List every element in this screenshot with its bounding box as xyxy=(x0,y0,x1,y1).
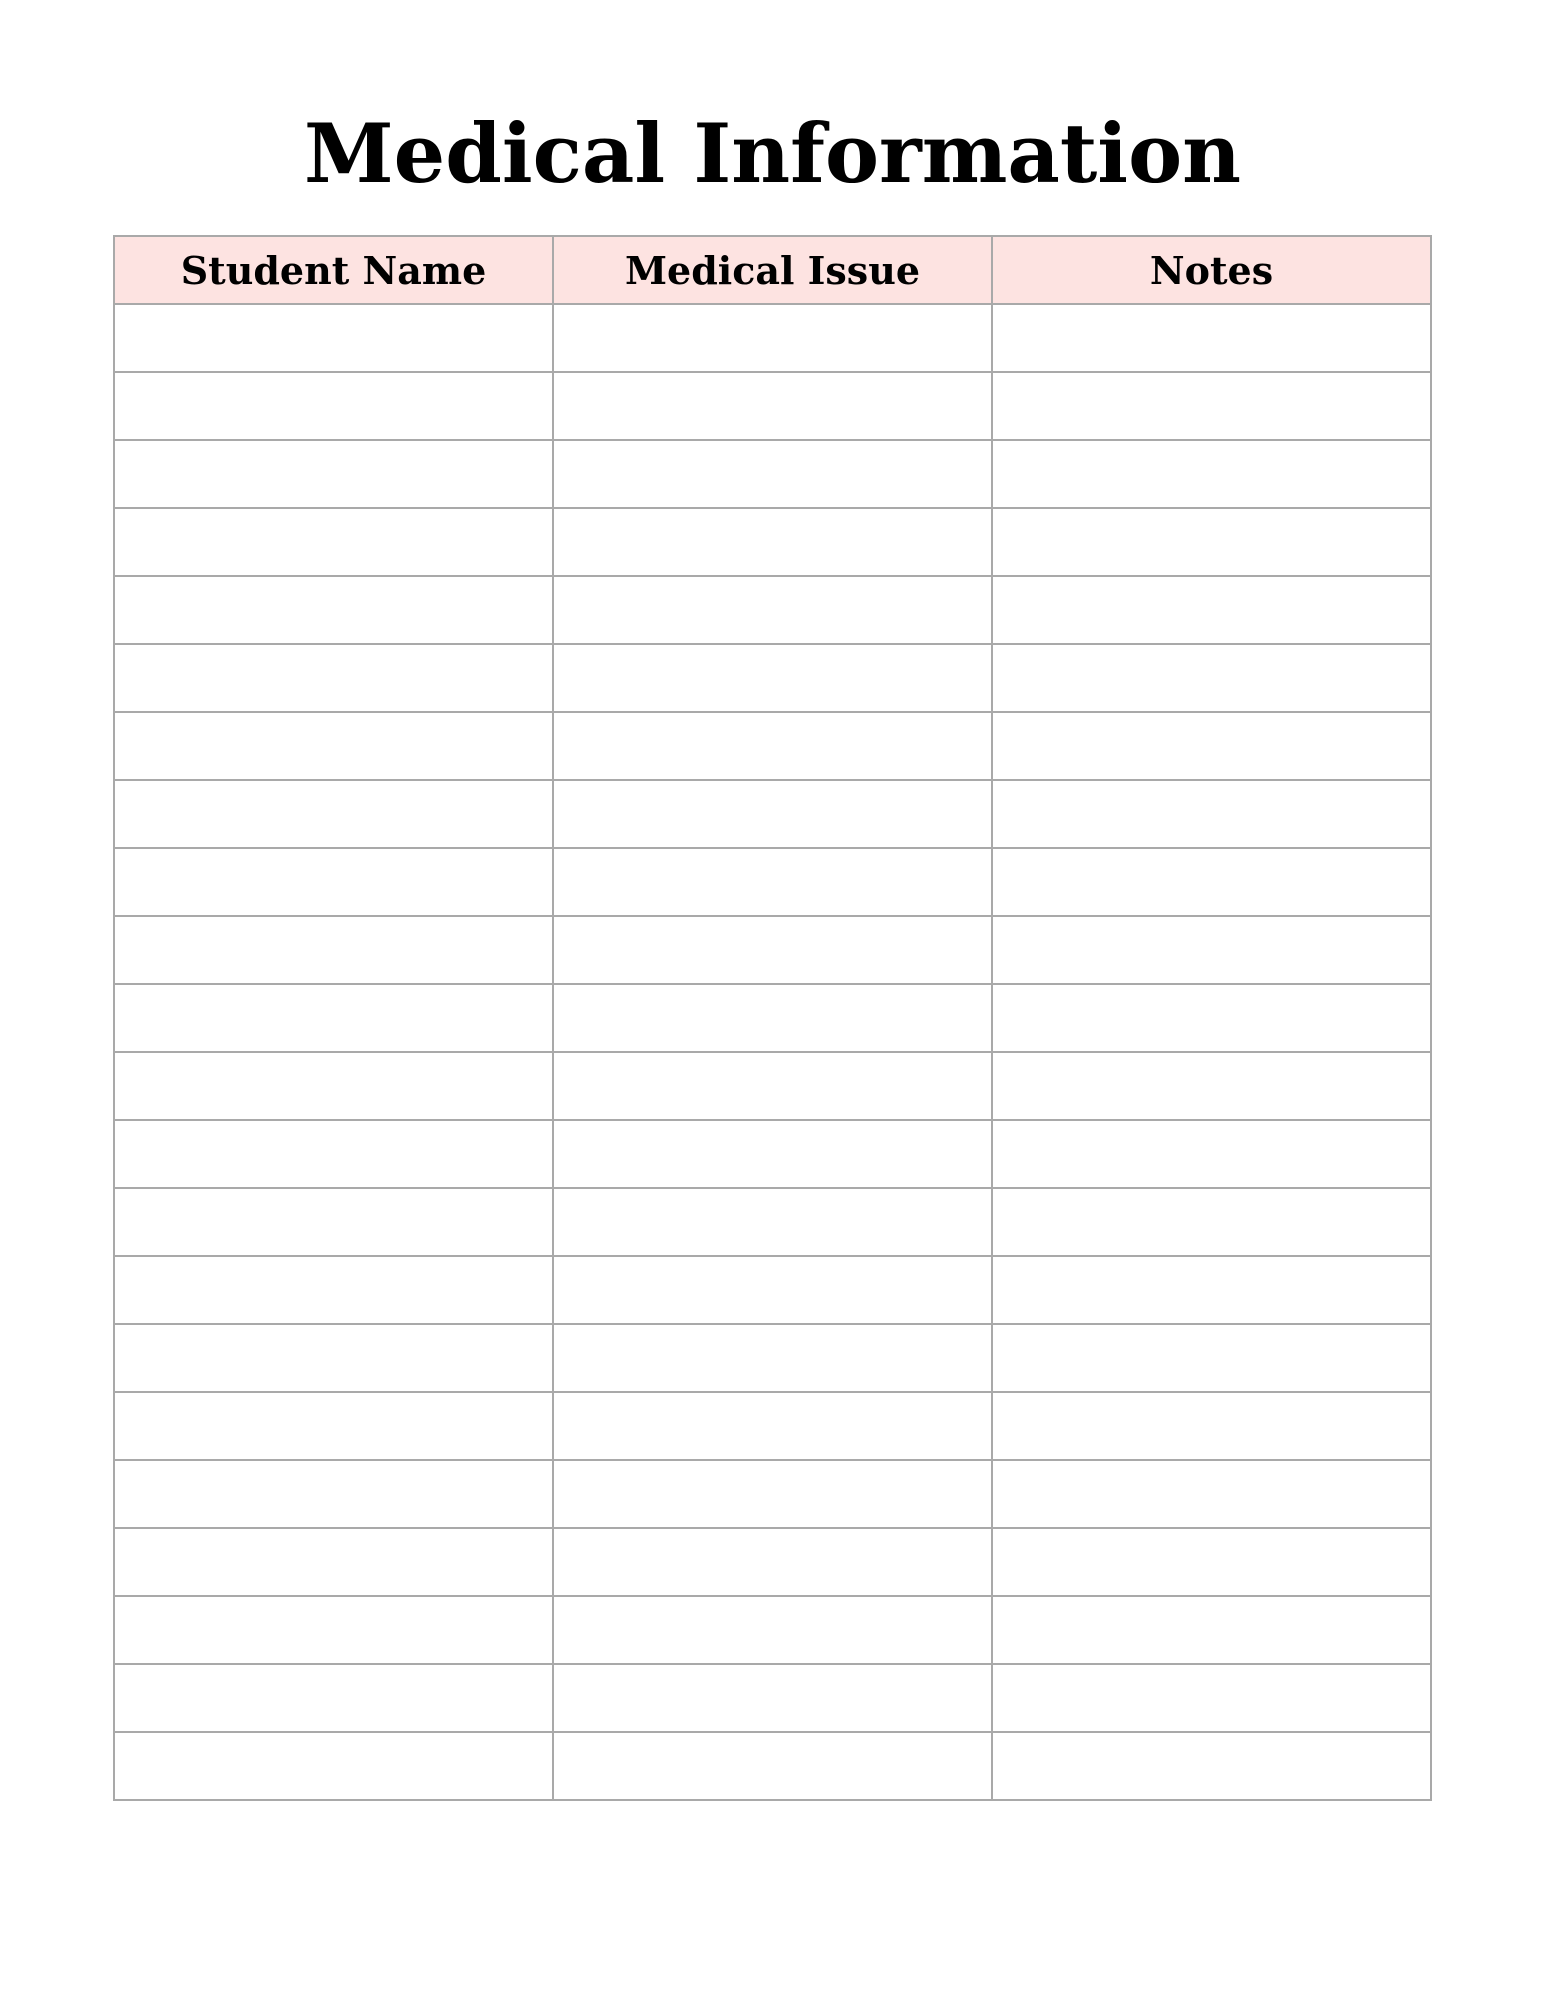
cell-student-name xyxy=(114,576,553,644)
table-row xyxy=(114,576,1431,644)
cell-notes xyxy=(992,508,1431,576)
cell-notes xyxy=(992,1732,1431,1800)
table-row xyxy=(114,712,1431,780)
cell-notes xyxy=(992,1188,1431,1256)
table-row xyxy=(114,984,1431,1052)
cell-notes xyxy=(992,1120,1431,1188)
cell-student-name xyxy=(114,372,553,440)
cell-student-name xyxy=(114,1256,553,1324)
cell-notes xyxy=(992,1596,1431,1664)
cell-notes xyxy=(992,984,1431,1052)
table-row xyxy=(114,440,1431,508)
cell-notes xyxy=(992,1460,1431,1528)
cell-student-name xyxy=(114,848,553,916)
table-row xyxy=(114,644,1431,712)
table-row xyxy=(114,1052,1431,1120)
table-row xyxy=(114,780,1431,848)
cell-notes xyxy=(992,1256,1431,1324)
cell-student-name xyxy=(114,1528,553,1596)
cell-medical-issue xyxy=(553,1120,992,1188)
cell-medical-issue xyxy=(553,1188,992,1256)
cell-medical-issue xyxy=(553,780,992,848)
table-row xyxy=(114,1120,1431,1188)
cell-medical-issue xyxy=(553,1732,992,1800)
table-row xyxy=(114,372,1431,440)
cell-notes xyxy=(992,1392,1431,1460)
cell-notes xyxy=(992,440,1431,508)
cell-notes xyxy=(992,712,1431,780)
cell-medical-issue xyxy=(553,576,992,644)
column-header-student-name: Student Name xyxy=(114,236,553,304)
cell-student-name xyxy=(114,1324,553,1392)
cell-medical-issue xyxy=(553,712,992,780)
cell-medical-issue xyxy=(553,644,992,712)
cell-student-name xyxy=(114,1188,553,1256)
table-row xyxy=(114,1528,1431,1596)
cell-student-name xyxy=(114,1052,553,1120)
table-row xyxy=(114,1732,1431,1800)
cell-notes xyxy=(992,372,1431,440)
cell-medical-issue xyxy=(553,984,992,1052)
cell-student-name xyxy=(114,780,553,848)
column-header-notes: Notes xyxy=(992,236,1431,304)
cell-medical-issue xyxy=(553,1664,992,1732)
table-row xyxy=(114,1256,1431,1324)
cell-notes xyxy=(992,780,1431,848)
cell-medical-issue xyxy=(553,848,992,916)
table-row xyxy=(114,1392,1431,1460)
cell-notes xyxy=(992,1528,1431,1596)
cell-medical-issue xyxy=(553,1052,992,1120)
medical-info-table xyxy=(113,235,1432,1801)
cell-student-name xyxy=(114,304,553,372)
cell-notes xyxy=(992,1664,1431,1732)
cell-student-name xyxy=(114,1732,553,1800)
cell-notes xyxy=(992,916,1431,984)
cell-student-name xyxy=(114,1392,553,1460)
cell-medical-issue xyxy=(553,1460,992,1528)
cell-notes xyxy=(992,848,1431,916)
cell-medical-issue xyxy=(553,1256,992,1324)
cell-student-name xyxy=(114,712,553,780)
cell-student-name xyxy=(114,644,553,712)
table-row xyxy=(114,1188,1431,1256)
cell-medical-issue xyxy=(553,440,992,508)
cell-notes xyxy=(992,576,1431,644)
cell-student-name xyxy=(114,984,553,1052)
cell-medical-issue xyxy=(553,372,992,440)
table-header-row xyxy=(114,236,1431,304)
table-body xyxy=(114,304,1431,1800)
cell-notes xyxy=(992,1052,1431,1120)
table-row xyxy=(114,1324,1431,1392)
column-header-medical-issue: Medical Issue xyxy=(553,236,992,304)
table-row xyxy=(114,848,1431,916)
cell-medical-issue xyxy=(553,916,992,984)
cell-notes xyxy=(992,644,1431,712)
cell-medical-issue xyxy=(553,1596,992,1664)
cell-student-name xyxy=(114,1120,553,1188)
table-row xyxy=(114,1460,1431,1528)
cell-medical-issue xyxy=(553,508,992,576)
cell-student-name xyxy=(114,508,553,576)
cell-medical-issue xyxy=(553,1528,992,1596)
page-title: Medical Information xyxy=(304,107,1241,202)
cell-student-name xyxy=(114,916,553,984)
table-row xyxy=(114,1664,1431,1732)
cell-notes xyxy=(992,1324,1431,1392)
cell-medical-issue xyxy=(553,1324,992,1392)
cell-student-name xyxy=(114,1460,553,1528)
cell-medical-issue xyxy=(553,1392,992,1460)
cell-medical-issue xyxy=(553,304,992,372)
table-row xyxy=(114,304,1431,372)
cell-student-name xyxy=(114,1596,553,1664)
table-row xyxy=(114,508,1431,576)
cell-student-name xyxy=(114,440,553,508)
cell-student-name xyxy=(114,1664,553,1732)
table-row xyxy=(114,1596,1431,1664)
cell-notes xyxy=(992,304,1431,372)
table-row xyxy=(114,916,1431,984)
